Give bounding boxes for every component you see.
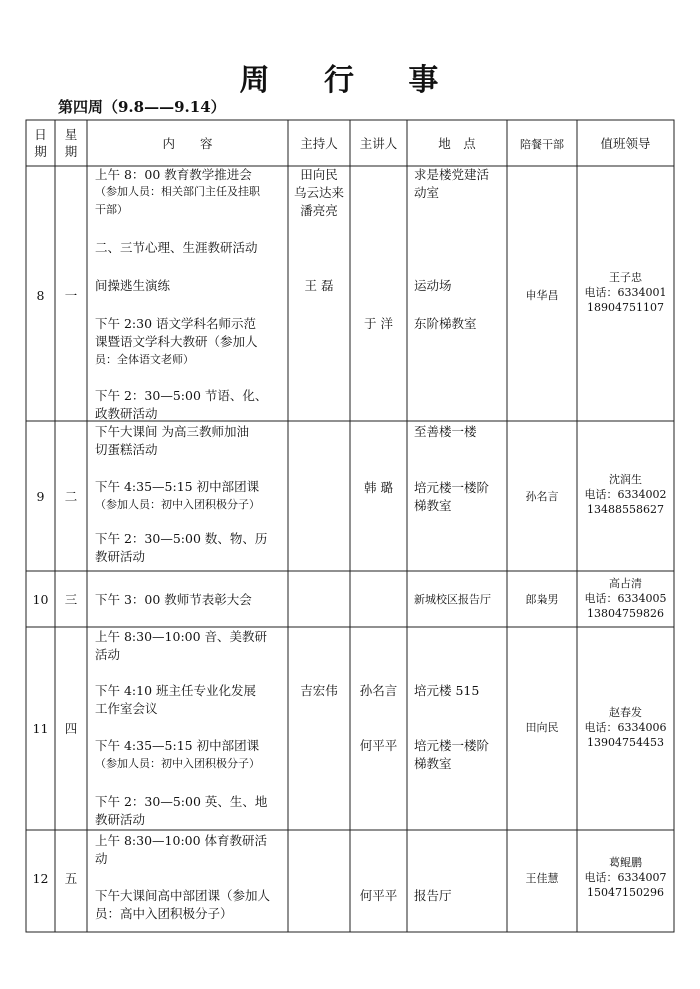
content-line: 下午 4:35—5:15 初中部团课	[95, 738, 260, 753]
content-line: 员：高中入团积极分子）	[95, 906, 233, 921]
content-line: 教研活动	[95, 549, 146, 564]
leader-info: 沈润生 电话：6334002 13488558627	[584, 473, 667, 516]
content-line: 下午 4:35—5:15 初中部团课	[95, 479, 260, 494]
content-line: 教研活动	[95, 812, 146, 827]
content-line: 下午 2：30—5:00 英、生、地	[95, 794, 268, 809]
speaker-name: 于 洋	[364, 316, 393, 331]
escort-name: 郎枭男	[525, 593, 559, 606]
week-label: 第四周（9.8——9.14）	[58, 98, 226, 116]
place-line: 运动场	[414, 278, 452, 293]
place-line: 东阶梯教室	[414, 316, 477, 331]
place-line: 梯教室	[414, 498, 452, 513]
content-line: 政教研活动	[95, 406, 158, 421]
leader-info: 王子忠 电话：6334001 18904751107	[584, 271, 667, 314]
place-line: 新城校区报告厅	[414, 593, 491, 606]
content-note: （参加人员：相关部门主任及挂职	[95, 185, 260, 198]
content-line: 活动	[95, 647, 121, 662]
content-note: 干部）	[95, 203, 128, 216]
content-line: 工作室会议	[95, 701, 158, 716]
escort-name: 田向民	[525, 721, 559, 734]
row-weekday: 三	[64, 592, 78, 607]
host-name: 潘亮亮	[300, 203, 338, 218]
header-speaker: 主讲人	[359, 136, 398, 151]
row-weekday: 一	[64, 288, 78, 303]
row-weekday: 二	[64, 489, 78, 504]
speaker-name: 何平平	[359, 888, 398, 903]
content-line: 动	[95, 851, 108, 866]
leader-info: 赵春发 电话：6334006 13904754453	[584, 706, 667, 749]
content-line: 二、三节心理、生涯教研活动	[95, 240, 258, 255]
host-name: 田向民	[300, 167, 338, 182]
content-note: （参加人员：初中入团积极分子）	[95, 757, 260, 770]
escort-name: 孙名言	[525, 490, 559, 503]
content-line: 上午 8:30—10:00 音、美教研	[95, 629, 268, 644]
header-place: 地 点	[438, 136, 476, 151]
host-name: 乌云达来	[293, 185, 344, 200]
header-leader: 值班领导	[600, 136, 651, 151]
place-line: 培元楼一楼阶	[414, 480, 490, 495]
place-line: 培元楼 515	[414, 683, 480, 698]
leader-info: 葛鲲鹏 电话：6334007 15047150296	[584, 856, 667, 899]
content-line: 下午 2：30—5:00 数、物、历	[95, 531, 268, 546]
content-line: 下午 3：00 教师节表彰大会	[95, 592, 252, 607]
content-line: 下午 2：30—5:00 节语、化、	[95, 388, 268, 403]
header-host: 主持人	[300, 136, 338, 151]
place-line: 培元楼一楼阶	[414, 738, 490, 753]
escort-name: 申华昌	[525, 289, 559, 302]
row-weekday: 四	[64, 721, 78, 736]
content-line: 下午 2:30 语文学科名师示范	[95, 316, 257, 331]
content-note: 员：全体语文老师）	[95, 353, 194, 366]
header-content: 内 容	[162, 136, 213, 151]
content-line: 下午大课间 为高三教师加油	[95, 424, 249, 439]
row-date: 12	[32, 871, 49, 886]
place-line: 报告厅	[414, 888, 452, 903]
row-date: 8	[36, 288, 45, 303]
place-line: 梯教室	[414, 756, 452, 771]
row-weekday: 五	[64, 871, 78, 886]
host-name: 王 磊	[304, 278, 334, 293]
content-line: 上午 8:30—10:00 体育教研活	[95, 833, 268, 848]
speaker-name: 韩 璐	[364, 480, 393, 495]
content-line: 下午 4:10 班主任专业化发展	[95, 683, 257, 698]
row-date: 11	[32, 721, 49, 736]
content-line: 课暨语文学科大教研（参加人	[95, 334, 258, 349]
page-title: 周 行 事	[239, 63, 461, 98]
header-date: 日 期	[34, 127, 47, 159]
place-line: 至善楼一楼	[414, 424, 477, 439]
content-line: 上午 8：00 教育教学推进会	[95, 167, 252, 182]
content-line: 间操逃生演练	[95, 278, 171, 293]
content-line: 切蛋糕活动	[95, 442, 158, 457]
row-date: 10	[32, 592, 49, 607]
speaker-name: 何平平	[359, 738, 398, 753]
row-date: 9	[36, 489, 45, 504]
place-line: 求是楼党建活	[414, 167, 490, 182]
host-name: 吉宏伟	[300, 683, 338, 698]
header-escort: 陪餐干部	[520, 138, 564, 151]
header-weekday: 星 期	[64, 127, 78, 159]
speaker-name: 孙名言	[359, 683, 398, 698]
escort-name: 王佳慧	[525, 872, 559, 885]
content-note: （参加人员：初中入团积极分子）	[95, 498, 260, 511]
leader-info: 高占清 电话：6334005 13804759826	[584, 577, 667, 620]
place-line: 动室	[414, 185, 440, 200]
content-line: 下午大课间高中部团课（参加人	[95, 888, 271, 903]
